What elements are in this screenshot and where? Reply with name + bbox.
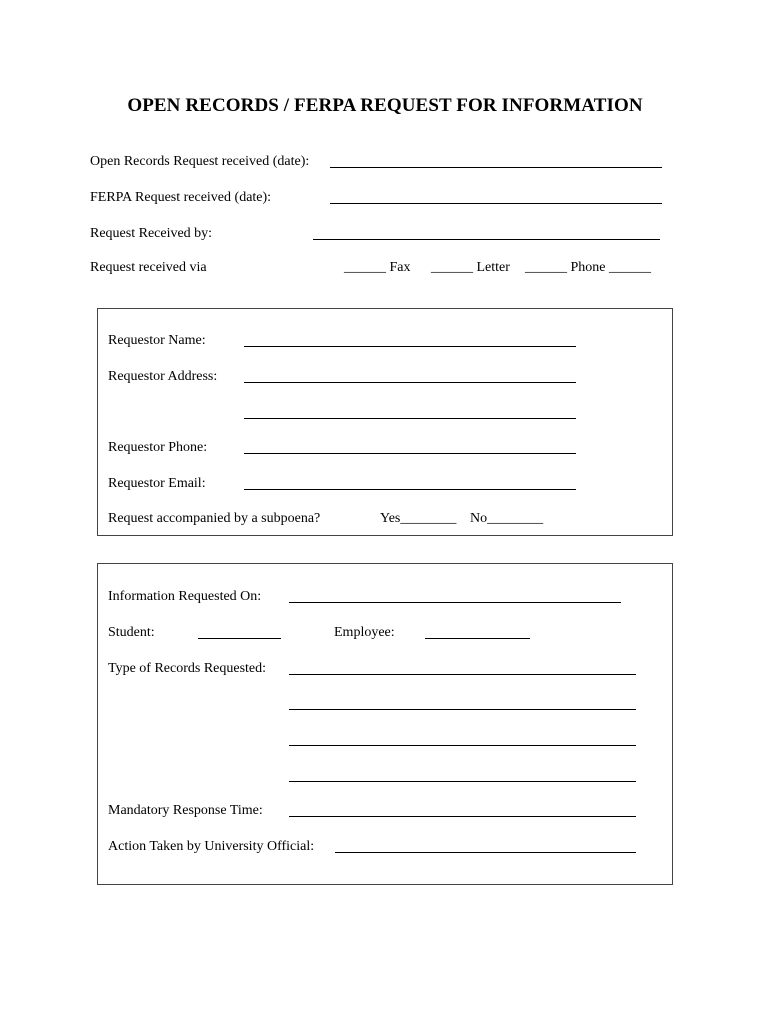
info-requested-label: Information Requested On: xyxy=(108,589,262,604)
records-type-field-2[interactable] xyxy=(289,709,636,710)
student-label: Student: xyxy=(108,625,155,640)
ferpa-date-field[interactable] xyxy=(330,203,662,204)
requestor-address-field-1[interactable] xyxy=(244,382,576,383)
requestor-phone-field[interactable] xyxy=(244,453,576,454)
student-field[interactable] xyxy=(198,638,281,639)
employee-label: Employee: xyxy=(334,625,395,640)
requestor-address-label: Requestor Address: xyxy=(108,369,218,384)
action-taken-label: Action Taken by University Official: xyxy=(108,839,315,854)
received-by-field[interactable] xyxy=(313,239,660,240)
via-letter-option[interactable]: ______ Letter xyxy=(431,260,510,275)
open-records-date-field[interactable] xyxy=(330,167,662,168)
received-by-label: Request Received by: xyxy=(90,226,213,241)
info-requested-field[interactable] xyxy=(289,602,621,603)
requestor-email-label: Requestor Email: xyxy=(108,476,206,491)
subpoena-no-option[interactable]: No________ xyxy=(470,511,544,526)
via-phone-option[interactable]: ______ Phone ______ xyxy=(525,260,651,275)
requestor-phone-label: Requestor Phone: xyxy=(108,440,208,455)
requestor-name-field[interactable] xyxy=(244,346,576,347)
action-taken-field[interactable] xyxy=(335,852,636,853)
records-type-label: Type of Records Requested: xyxy=(108,661,267,676)
requestor-email-field[interactable] xyxy=(244,489,576,490)
requestor-name-label: Requestor Name: xyxy=(108,333,206,348)
ferpa-date-label: FERPA Request received (date): xyxy=(90,190,272,205)
response-time-label: Mandatory Response Time: xyxy=(108,803,263,818)
records-type-field-1[interactable] xyxy=(289,674,636,675)
information-section xyxy=(97,563,673,885)
records-type-field-4[interactable] xyxy=(289,781,636,782)
open-records-date-label: Open Records Request received (date): xyxy=(90,154,310,169)
subpoena-label: Request accompanied by a subpoena? xyxy=(108,511,321,526)
via-fax-option[interactable]: ______ Fax xyxy=(344,260,411,275)
page-title: OPEN RECORDS / FERPA REQUEST FOR INFORMATION xyxy=(127,95,643,116)
subpoena-yes-option[interactable]: Yes________ xyxy=(380,511,457,526)
requestor-address-field-2[interactable] xyxy=(244,418,576,419)
response-time-field[interactable] xyxy=(289,816,636,817)
received-via-label: Request received via xyxy=(90,260,207,275)
employee-field[interactable] xyxy=(425,638,530,639)
records-type-field-3[interactable] xyxy=(289,745,636,746)
